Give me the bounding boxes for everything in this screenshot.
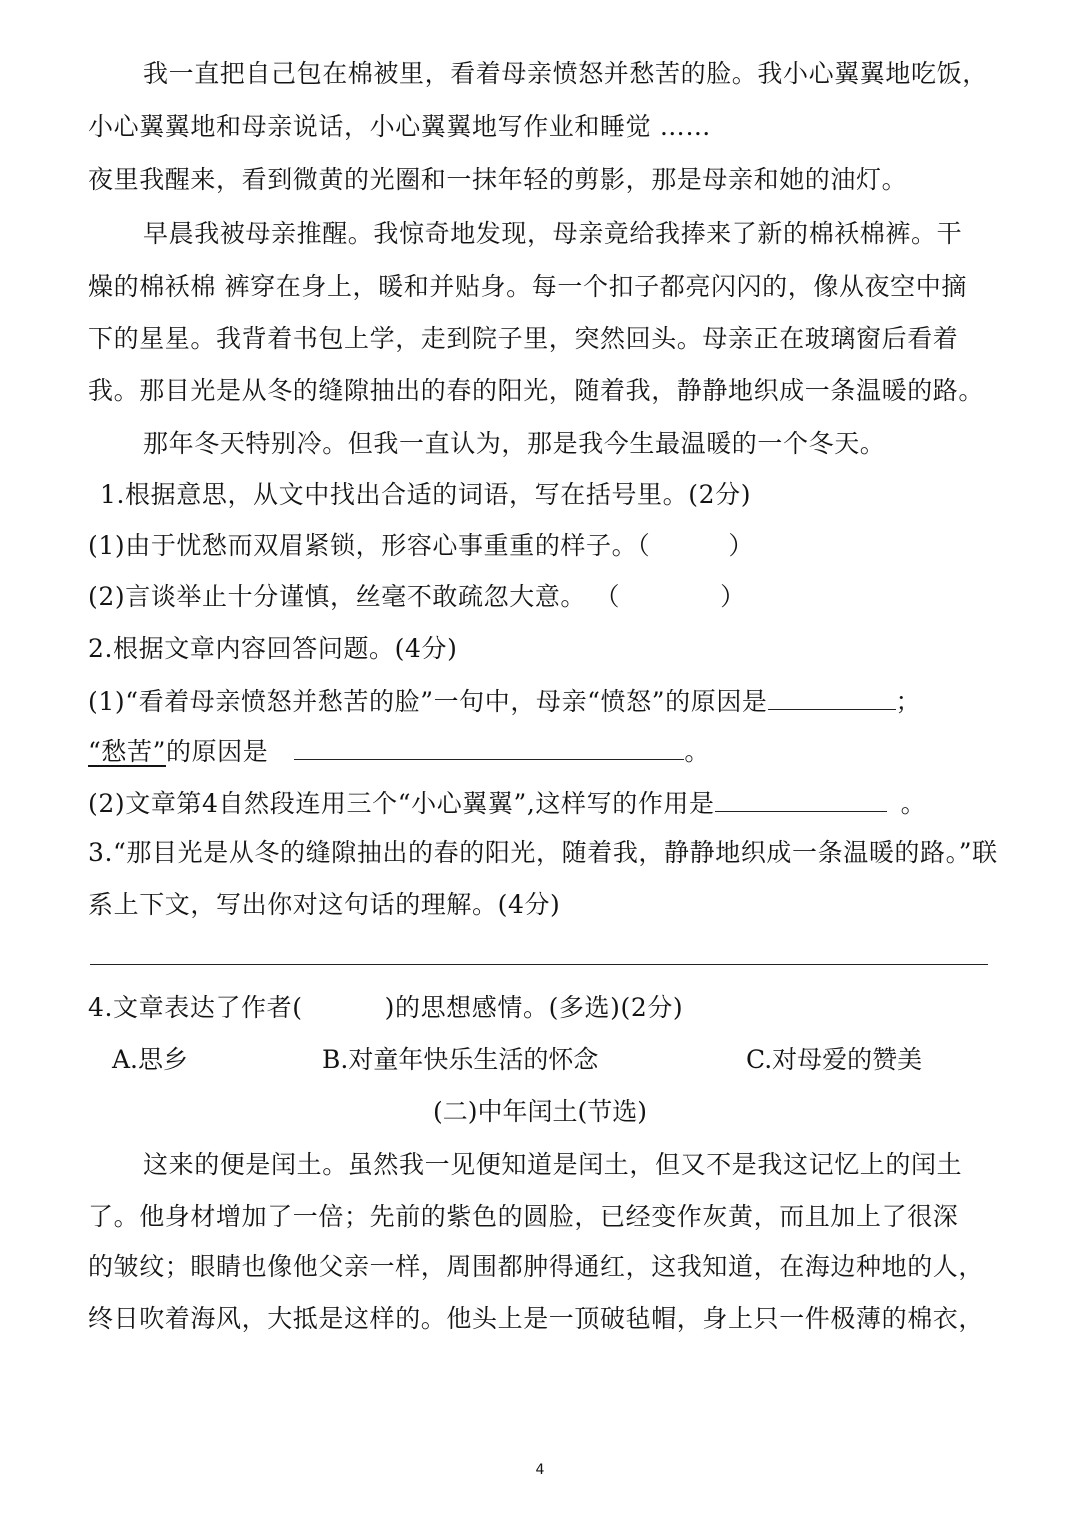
section2-line-1: 这来的便是闰土。虽然我一见便知道是闰土，但又不是我这记忆上的闰土 (143, 1150, 963, 1179)
passage1-line-3: 夜里我醒来，看到微黄的光圈和一抹年轻的剪影，那是母亲和她的油灯。 (88, 165, 908, 194)
q1-part-1-text: (1)由于忧愁而双眉紧锁，形容心事重重的样子。（ (88, 531, 651, 560)
passage1-line-5: 燥的棉袄棉 裤穿在身上，暖和并贴身。每一个扣子都亮闪闪的，像从夜空中摘 (88, 272, 967, 301)
section2-line-2: 了。他身材增加了一倍；先前的紫色的圆脸，已经变作灰黄，而且加上了很深 (88, 1202, 959, 1231)
q1-part-2 (88, 580, 746, 614)
q4-option-a[interactable]: A.思乡 (112, 1045, 189, 1074)
q1-part-1-close: ） (728, 531, 754, 560)
passage1-line-8: 那年冬天特别冷。但我一直认为，那是我今生最温暖的一个冬天。 (143, 429, 886, 458)
q2-part-1-reason-end: 。 (684, 737, 710, 766)
q2-part-1-quote: “愁苦” (88, 737, 166, 766)
q4-stem-pre: 4.文章表达了作者( (88, 993, 303, 1022)
passage1-line-7: 我。那目光是从冬的缝隙抽出的春的阳光，随着我，静静地织成一条温暖的路。 (88, 376, 985, 405)
q1-part-2-close: ） (720, 582, 746, 611)
section2-title: (二)中年闰土(节选) (432, 1097, 647, 1126)
passage1-line-6: 下的星星。我背着书包上学，走到院子里，突然回头。母亲正在玻璃窗后看着 (88, 324, 959, 353)
q3-line-1: 3.“那目光是从冬的缝隙抽出的春的阳光，随着我，静静地织成一条温暖的路。”联 (88, 838, 998, 867)
q4-stem-post: )的思想感情。(多选)(2分) (384, 993, 684, 1022)
q3-line-2: 系上下文，写出你对这句话的理解。(4分) (88, 890, 561, 919)
q1-part-1 (88, 529, 754, 563)
q2-stem: 2.根据文章内容回答问题。(4分) (88, 634, 458, 663)
q2-part-1-text: (1)“看着母亲愤怒并愁苦的脸”一句中，母亲“愤怒”的原因是 (88, 687, 768, 716)
section2-line-3: 的皱纹；眼睛也像他父亲一样，周围都肿得通红，这我知道，在海边种地的人， (88, 1252, 985, 1281)
q2-part-2-end: 。 (900, 789, 927, 818)
section2-line-4: 终日吹着海风，大抵是这样的。他头上是一顶破毡帽，身上只一件极薄的棉衣， (88, 1304, 985, 1333)
q3-answer-line[interactable] (90, 964, 988, 965)
q2-part-1-reason-label: 的原因是 (165, 737, 269, 766)
passage1-line-1: 我一直把自己包在棉被里，看着母亲愤怒并愁苦的脸。我小心翼翼地吃饭， (143, 59, 988, 88)
q2-part-2 (88, 785, 926, 821)
q2-part-1-end: ； (895, 687, 922, 716)
q1-part-2-text: (2)言谈举止十分谨慎，丝毫不敢疏忽大意。 （ (88, 582, 621, 611)
q2-part-1-reason-blank[interactable] (294, 733, 684, 760)
q2-part-1-answer-blank[interactable] (768, 683, 896, 710)
page-number: 4 (535, 1462, 545, 1478)
q4-stem (88, 991, 683, 1025)
q1-stem: 1.根据意思，从文中找出合适的词语，写在括号里。(2分) (100, 480, 752, 509)
q2-part-2-answer-blank[interactable] (715, 785, 887, 812)
q2-part-1 (88, 683, 921, 719)
passage1-line-4: 早晨我被母亲推醒。我惊奇地发现，母亲竟给我捧来了新的棉袄棉裤。干 (143, 219, 963, 248)
q2-part-2-text: (2)文章第4自然段连用三个“小心翼翼”,这样写的作用是 (88, 789, 715, 818)
q2-part-1-continued (88, 733, 710, 769)
q4-option-c[interactable]: C.对母爱的赞美 (746, 1045, 923, 1074)
passage1-line-2: 小心翼翼地和母亲说话，小心翼翼地写作业和睡觉 …… (88, 112, 711, 141)
q4-option-b[interactable]: B.对童年快乐生活的怀念 (322, 1045, 599, 1074)
